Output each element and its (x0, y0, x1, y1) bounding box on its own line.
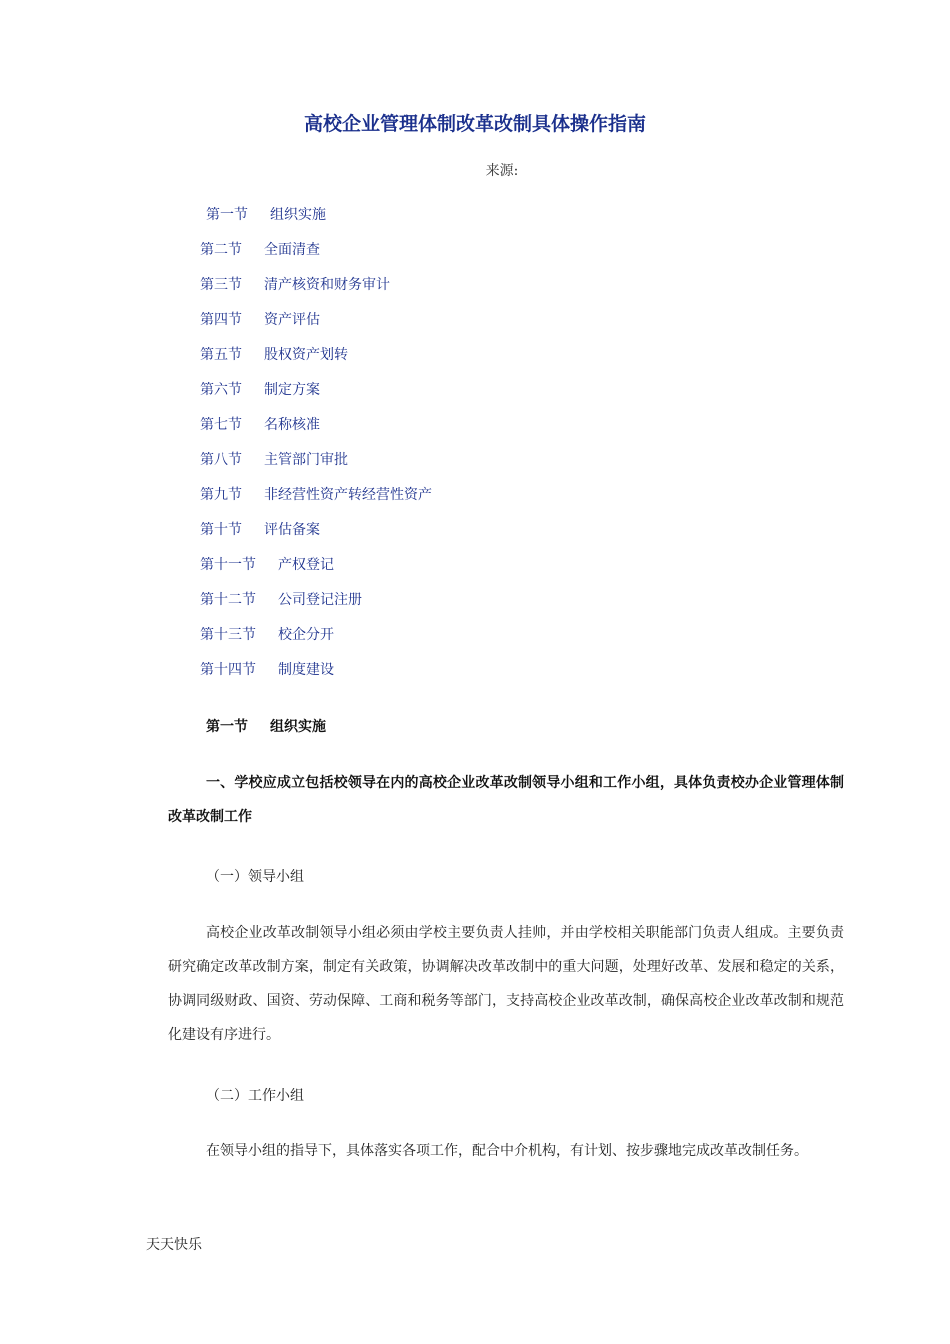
toc-item-title: 股权资产划转 (264, 347, 348, 363)
toc-item-1[interactable] (200, 204, 432, 239)
footer-text: 天天快乐 (146, 1237, 202, 1253)
toc-item-8[interactable] (200, 449, 432, 484)
section-number: 第一节 (206, 719, 248, 735)
toc-item-number: 第六节 (200, 382, 242, 398)
toc-item-number: 第十二节 (200, 592, 256, 608)
toc-item-number: 第七节 (200, 417, 242, 433)
toc-item-number: 第十节 (200, 522, 242, 538)
subsection-title-1: （一）领导小组 (206, 869, 304, 885)
toc-item-5[interactable] (200, 344, 432, 379)
toc-item-title: 制定方案 (264, 382, 320, 398)
document-title: 高校企业管理体制改革改制具体操作指南 (303, 113, 646, 135)
section-heading (206, 716, 326, 736)
body-paragraph-1: 高校企业改革改制领导小组必须由学校主要负责人挂帅，并由学校相关职能部门负责人组成。主要负责研究确定改革改制方案，制定有关政策，协调解决改革改制中的重大问题，处理好改革、发展和稳定的关系，协调同级财政、国资、劳动保障、工商和税务等部门，支持高校企业改革改制，确保高校企业改革改制和规范化建设有序进行。 (168, 925, 844, 1043)
toc-item-title: 评估备案 (264, 522, 320, 538)
toc-item-4[interactable] (200, 309, 432, 344)
toc-item-title: 资产评估 (264, 312, 320, 328)
toc-item-10[interactable] (200, 519, 432, 554)
toc-item-7[interactable] (200, 414, 432, 449)
toc-item-title: 主管部门审批 (264, 452, 348, 468)
toc-item-number: 第三节 (200, 277, 242, 293)
toc-item-number: 第四节 (200, 312, 242, 328)
table-of-contents (200, 204, 432, 694)
toc-item-14[interactable] (200, 659, 432, 694)
toc-item-number: 第十一节 (200, 557, 256, 573)
body-paragraph-2: 在领导小组的指导下，具体落实各项工作，配合中介机构，有计划、按步骤地完成改革改制任务。 (206, 1143, 808, 1159)
toc-item-title: 制度建设 (278, 662, 334, 678)
subsection-title-2: （二）工作小组 (206, 1088, 304, 1104)
toc-item-title: 非经营性资产转经营性资产 (264, 487, 432, 503)
toc-item-number: 第八节 (200, 452, 242, 468)
section-title: 组织实施 (270, 719, 326, 735)
source-label: 来源: (485, 163, 519, 179)
toc-item-number: 第二节 (200, 242, 242, 258)
toc-item-13[interactable] (200, 624, 432, 659)
toc-item-number: 第十四节 (200, 662, 256, 678)
toc-item-number: 第十三节 (200, 627, 256, 643)
toc-item-number: 第九节 (200, 487, 242, 503)
toc-item-number: 第五节 (200, 347, 242, 363)
toc-item-title: 名称核准 (264, 417, 320, 433)
toc-item-title: 产权登记 (278, 557, 334, 573)
toc-item-title: 清产核资和财务审计 (264, 277, 390, 293)
point-heading: 一、学校应成立包括校领导在内的高校企业改革改制领导小组和工作小组，具体负责校办企业管理体制改革改制工作 (168, 775, 844, 825)
toc-item-2[interactable] (200, 239, 432, 274)
toc-item-9[interactable] (200, 484, 432, 519)
toc-item-title: 组织实施 (270, 207, 326, 223)
toc-item-title: 校企分开 (278, 627, 334, 643)
toc-item-number: 第一节 (206, 207, 248, 223)
toc-item-title: 全面清查 (264, 242, 320, 258)
toc-item-11[interactable] (200, 554, 432, 589)
toc-item-6[interactable] (200, 379, 432, 414)
toc-item-12[interactable] (200, 589, 432, 624)
toc-item-3[interactable] (200, 274, 432, 309)
toc-item-title: 公司登记注册 (278, 592, 362, 608)
